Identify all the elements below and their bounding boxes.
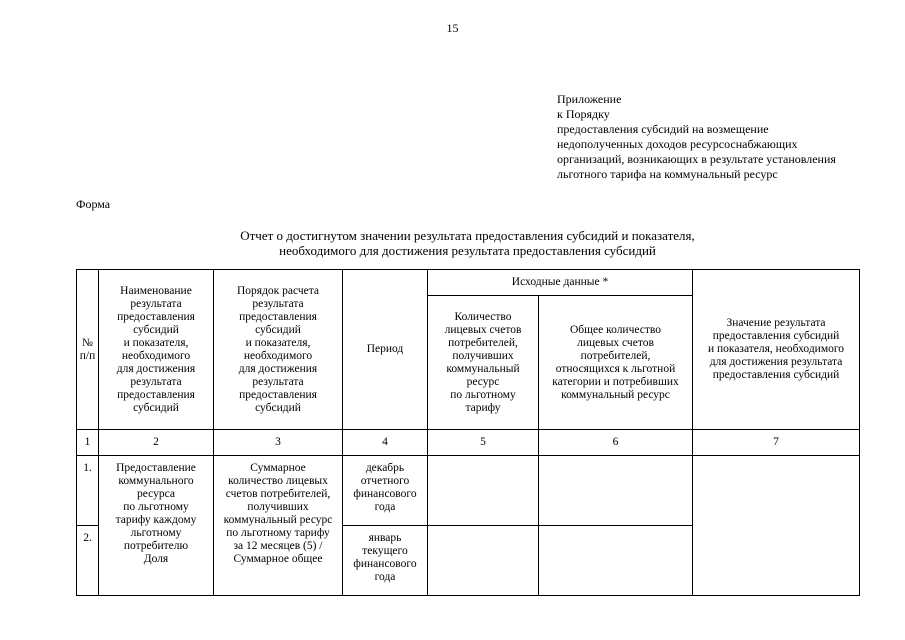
value-cell [693, 456, 860, 596]
header-total-count: Общее количество лицевых счетов потребителей, относящихся к льготной категории и потребивших коммунальный ресурс [539, 296, 693, 430]
row-number: 2. [77, 526, 99, 596]
page-number: 15 [446, 21, 459, 35]
header-name: Наименование результата предоставления субсидий и показателя, необходимого для достижения результата предоставления субсидий [99, 270, 214, 430]
total-count-cell [539, 526, 693, 596]
accounts-count-cell [428, 526, 539, 596]
table-row [77, 456, 860, 526]
column-number: 7 [693, 430, 860, 456]
column-number: 4 [343, 430, 428, 456]
column-number: 6 [539, 430, 693, 456]
column-number: 5 [428, 430, 539, 456]
row-number: 1. [77, 456, 99, 526]
header-num: № п/п [77, 270, 99, 430]
header-accounts-count: Количество лицевых счетов потребителей, получивших коммунальный ресурс по льготному тарифу [428, 296, 539, 430]
report-title-line-2: необходимого для достижения результата предоставления субсидий [279, 243, 656, 258]
calc-order-cell: Суммарное количество лицевых счетов потребителей, получивших коммунальный ресурс по льготному тарифу за 12 месяцев (5) / Суммарное общее [214, 456, 343, 596]
form-label: Форма [76, 197, 111, 211]
total-count-cell [539, 456, 693, 526]
column-number: 1 [77, 430, 99, 456]
column-number: 2 [99, 430, 214, 456]
header-period: Период [343, 270, 428, 430]
report-title [76, 228, 859, 258]
appendix-line: к Порядку [557, 107, 610, 121]
accounts-count-cell [428, 456, 539, 526]
report-title-line-1: Отчет о достигнутом значении результата предоставления субсидий и показателя, [240, 228, 695, 243]
period-cell: январь текущего финансового года [343, 526, 428, 596]
appendix-line: Приложение [557, 92, 622, 106]
report-table [76, 269, 860, 596]
header-source-data: Исходные данные * [428, 270, 693, 296]
result-name-cell: Предоставление коммунального ресурса по льготному тарифу каждому льготному потребителю Доля [99, 456, 214, 596]
period-cell: декабрь отчетного финансового года [343, 456, 428, 526]
appendix-block [557, 92, 877, 182]
appendix-line: недополученных доходов ресурсоснабжающих [557, 137, 798, 151]
header-calc-order: Порядок расчета результата предоставления субсидий и показателя, необходимого для достижения результата предоставления субсидий [214, 270, 343, 430]
appendix-line: льготного тарифа на коммунальный ресурс [557, 167, 778, 181]
column-number: 3 [214, 430, 343, 456]
header-value: Значение результата предоставления субсидий и показателя, необходимого для достижения результата предоставления субсидий [693, 270, 860, 430]
appendix-line: предоставления субсидий на возмещение [557, 122, 769, 136]
appendix-line: организаций, возникающих в результате установления [557, 152, 836, 166]
